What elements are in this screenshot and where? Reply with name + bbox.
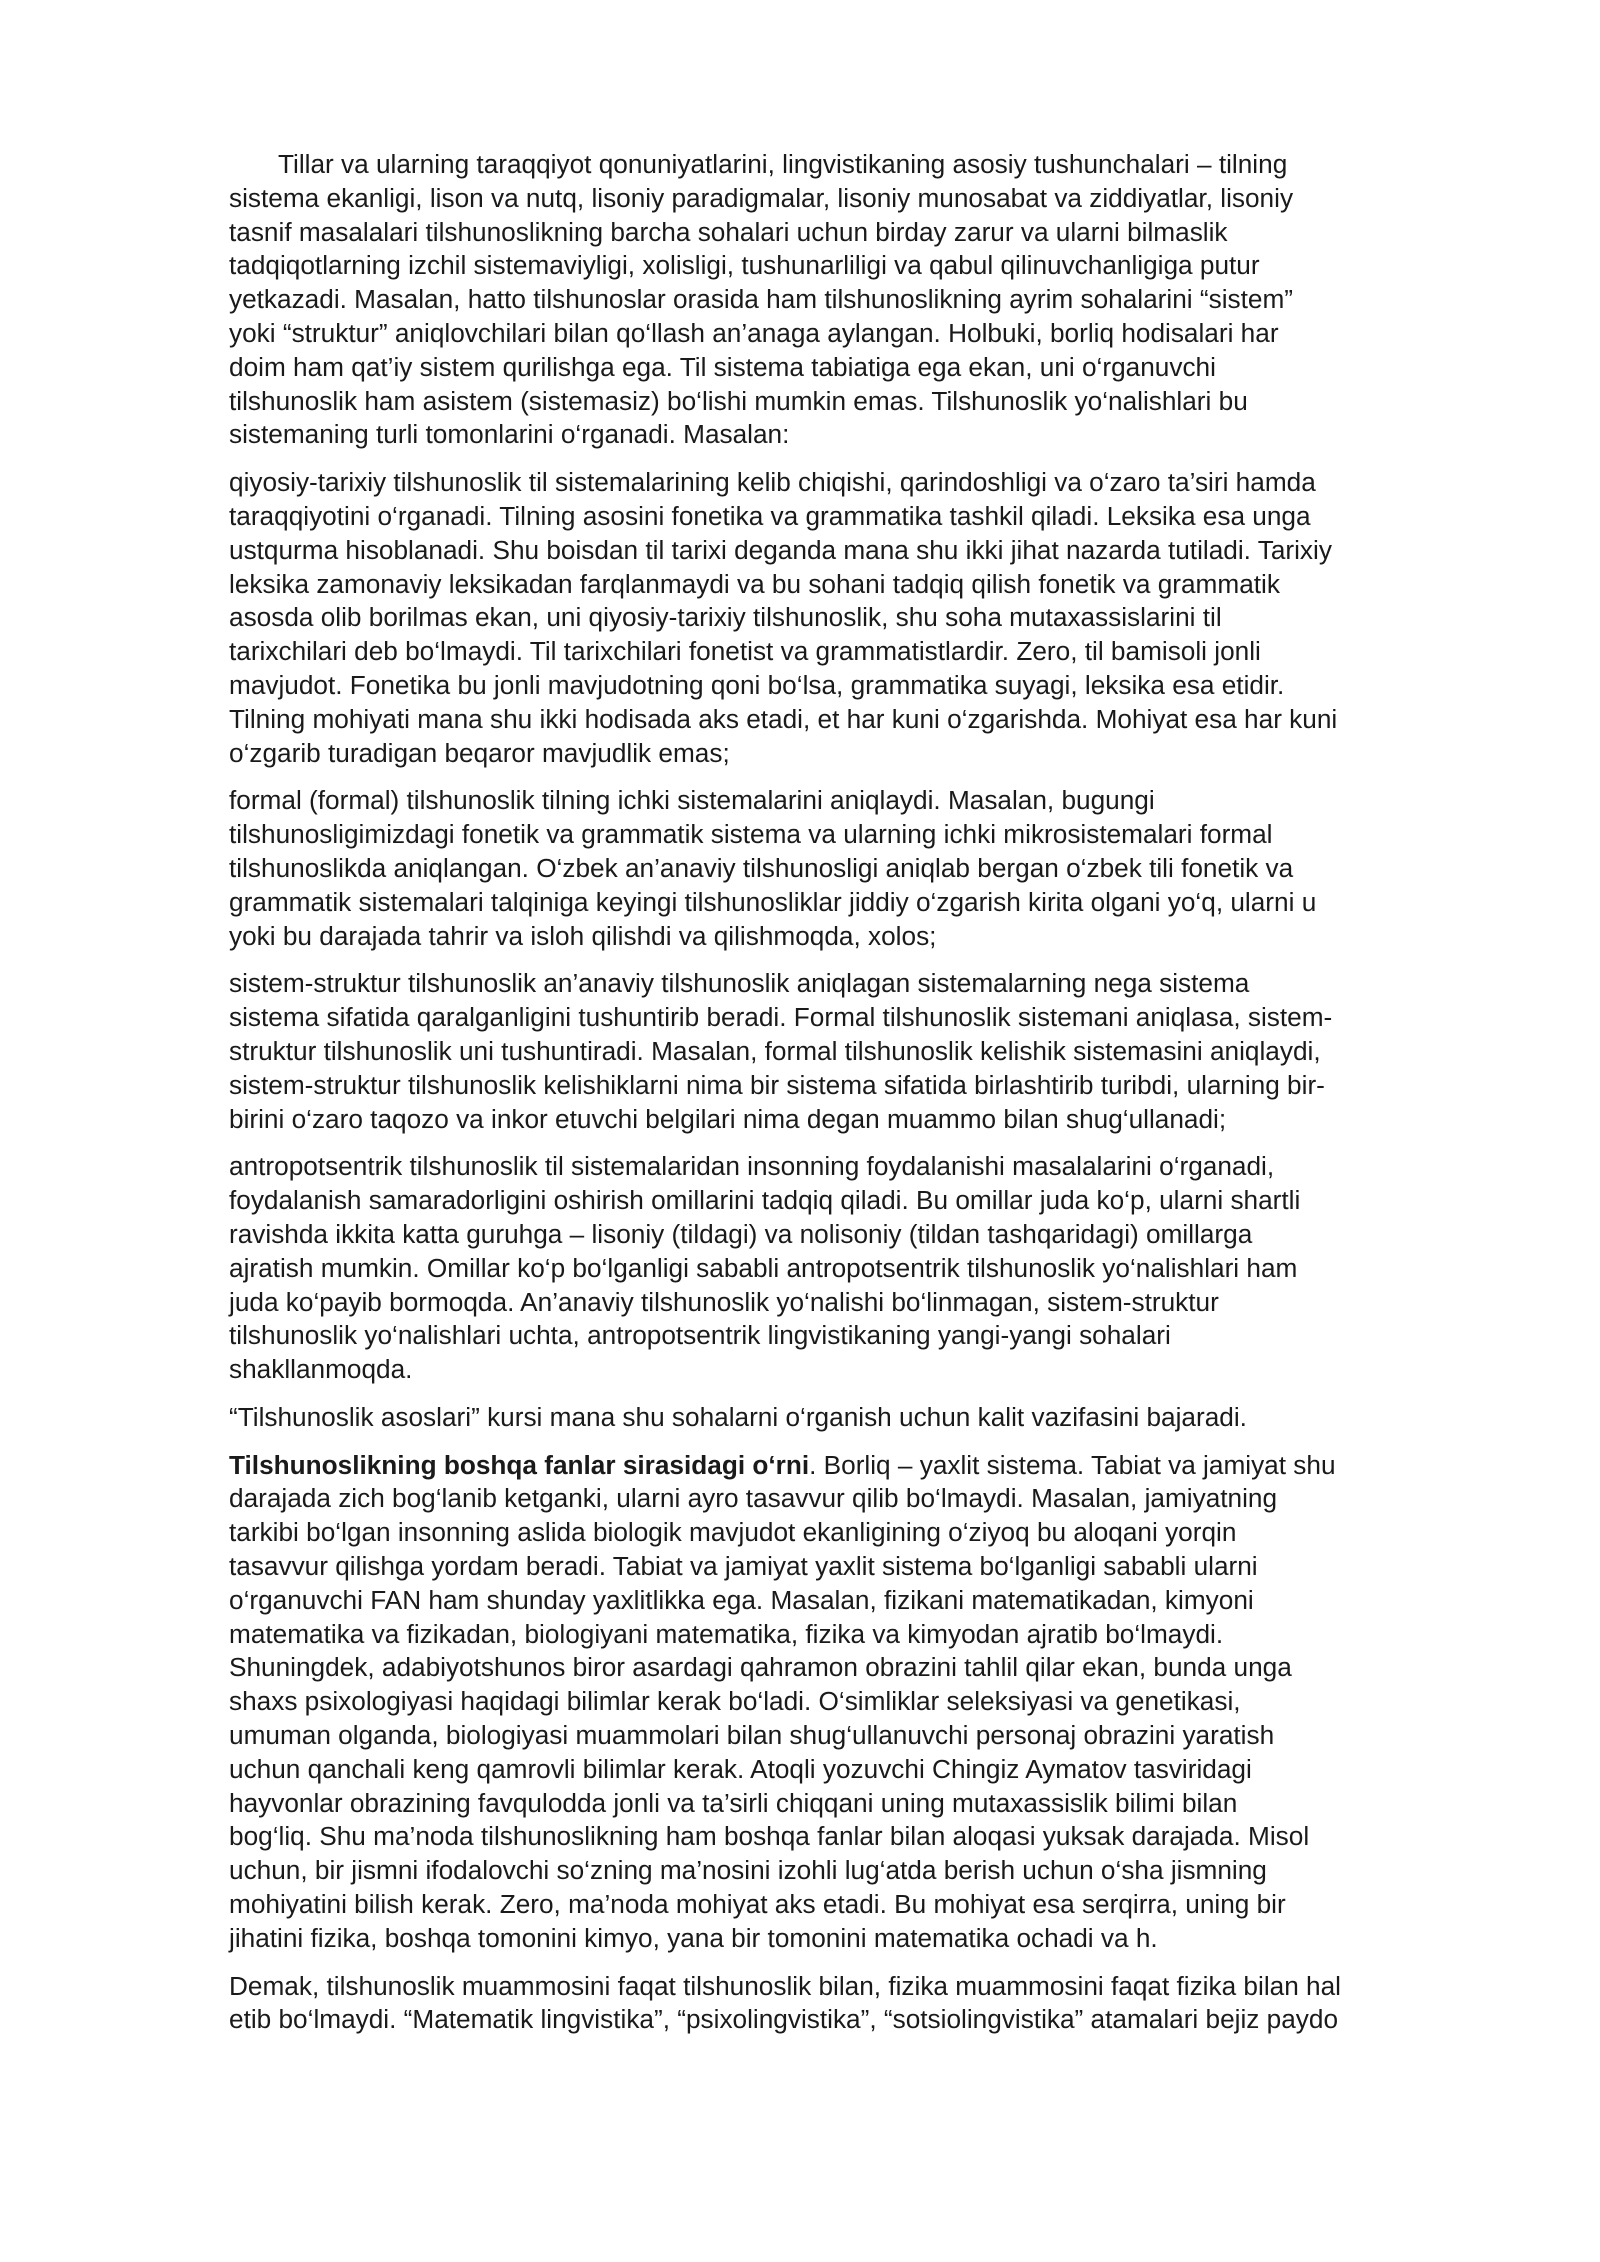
paragraph-intro: Tillar va ularning taraqqiyot qonuniyatlarini, lingvistikaning asosiy tushunchalari – tilning sistema ekanligi, lison va nutq, lisoniy paradigmalar, lisoniy munosabat va ziddiyatlar, lisoniy tasnif masalalari tilshunoslikning barcha sohalari uchun birday zarur va ularni bilmaslik tadqiqotlarning izchil sistemaviyligi, xolisligi, tushunarliligi va qabul qilinuvchanligiga putur yetkazadi. Masalan, hatto tilshunoslar orasida ham tilshunoslikning ayrim sohalarini “sistem” yoki “struktur” aniqlovchilari bilan qo‘llash an’anaga aylangan. Holbuki, borliq hodisalari har doim ham qat’iy sistem qurilishga ega. Til sistema tabiatiga ega ekan, uni o‘rganuvchi tilshunoslik ham asistem (sistemasiz) bo‘lishi mumkin emas. Tilshunoslik yo‘nalishlari bu sistemaning turli tomonlarini o‘rganadi. Masalan: bbox=[229, 149, 1294, 450]
paragraph-orni bbox=[229, 1449, 1489, 1956]
paragraph-sistem-struktur: sistem-struktur tilshunoslik an’anaviy tilshunoslik aniqlagan sistemalarning nega sistema sistema sifatida qaralganligini tushuntirib beradi. Formal tilshunoslik sistemani aniqlasa, sistem- struktur tilshunoslik uni tushuntiradi. Masalan, formal tilshunoslik kelishik sistemasini aniqlaydi, sistem-struktur tilshunoslik kelishiklarni nima bir sistema sifatida birlashtirib turibdi, ularning bir- birini o‘zaro taqozo va inkor etuvchi belgilari nima degan muammo bilan shug‘ullanadi; bbox=[229, 968, 1333, 1134]
paragraph-kurs: “Tilshunoslik asoslari” kursi mana shu sohalarni o‘rganish uchun kalit vazifasini bajaradi. bbox=[229, 1401, 1247, 1432]
document-body bbox=[229, 148, 1489, 2051]
paragraph-formal: formal (formal) tilshunoslik tilning ichki sistemalarini aniqlaydi. Masalan, bugungi tilshunosligimizdagi fonetik va grammatik sistema va ularning ichki mikrosistemalari formal tilshunoslikda aniqlangan. O‘zbek an’anaviy tilshunosligi aniqlab bergan o‘zbek tili fonetik va grammatik sistemalari talqiniga keyingi tilshunosliklar jiddiy o‘zgarish kirita olgani yo‘q, ularni u yoki bu darajada tahrir va isloh qilishdi va qilishmoqda, xolos; bbox=[229, 785, 1317, 951]
paragraph-antropotsentrik: antropotsentrik tilshunoslik til sistemalaridan insonning foydalanishi masalalarini o‘rganadi, foydalanish samaradorligini oshirish omillarini tadqiq qiladi. Bu omillar juda ko‘p, ularni shartli ravishda ikkita katta guruhga – lisoniy (tildagi) va nolisoniy (tildan tashqaridagi) omillarga ajratish mumkin. Omillar ko‘p bo‘lganligi sababli antropotsentrik tilshunoslik yo‘nalishlari ham juda ko‘payib bormoqda. An’anaviy tilshunoslik yo‘nalishi bo‘linmagan, sistem-struktur tilshunoslik yo‘nalishlari uchta, antropotsentrik lingvistikaning yangi-yangi sohalari shakllanmoqda. bbox=[229, 1151, 1301, 1385]
paragraph-demak: Demak, tilshunoslik muammosini faqat tilshunoslik bilan, fizika muammosini faqat fizika bilan hal etib bo‘lmaydi. “Matematik lingvistika”, “psixolingvistika”, “sotsiolingvistika” atamalari bejiz paydo bbox=[229, 1970, 1341, 2035]
paragraph-qiyosiy-tarixiy: qiyosiy-tarixiy tilshunoslik til sistemalarining kelib chiqishi, qarindoshligi va o‘zaro ta’siri hamda taraqqiyotini o‘rganadi. Tilning asosini fonetika va grammatika tashkil qiladi. Leksika esa unga ustqurma hisoblanadi. Shu boisdan til tarixi deganda mana shu ikki jihat nazarda tutiladi. Tarixiy leksika zamonaviy leksikadan farqlanmaydi va bu sohani tadqiq qilish fonetik va grammatik asosda olib borilmas ekan, uni qiyosiy-tarixiy tilshunoslik, shu soha mutaxassislarini til tarixchilari deb bo‘lmaydi. Til tarixchilari fonetist va grammatistlardir. Zero, til bamisoli jonli mavjudot. Fonetika bu jonli mavjudotning qoni bo‘lsa, grammatika suyagi, leksika esa etidir. Tilning mohiyati mana shu ikki hodisada aks etadi, et har kuni o‘zgarishda. Mohiyat esa har kuni o‘zgarib turadigan beqaror mavjudlik emas; bbox=[229, 467, 1338, 768]
section-heading: Tilshunoslikning boshqa fanlar sirasidagi o‘rni bbox=[229, 1449, 810, 1480]
paragraph-orni-text: . Borliq – yaxlit sistema. Tabiat va jamiyat shu darajada zich bog‘lanib ketganki, ularni ayro tasavvur qilib bo‘lmaydi. Masalan, jamiyatning tarkibi bo‘lgan insonning aslida biologik mavjudot ekanligining o‘ziyoq bu aloqani yorqin tasavvur qilishga yordam beradi. Tabiat va jamiyat yaxlit sistema bo‘lganligi sababli ularni o‘rganuvchi FAN ham shunday yaxlitlikka ega. Masalan, fizikani matematikadan, kimyoni matematika va fizikadan, biologiyani matematika, fizika va kimyodan ajratib bo‘lmaydi. Shuningdek, adabiyotshunos biror asardagi qahramon obrazini tahlil qilar ekan, bunda unga shaxs psixologiyasi haqidagi bilimlar kerak bo‘ladi. O‘simliklar seleksiyasi va genetikasi, umuman olganda, biologiyasi muammolari bilan shug‘ullanuvchi personaj obrazini yaratish uchun qanchali keng qamrovli bilimlar kerak. Atoqli yozuvchi Chingiz Aymatov tasviridagi hayvonlar obrazining favqulodda jonli va ta’sirli chiqqani uning mutaxassislik bilimi bilan bog‘liq. Shu ma’noda tilshunoslikning ham boshqa fanlar bilan aloqasi yuksak darajada. Misol uchun, bir jismni ifodalovchi so‘zning ma’nosini izohli lug‘atda berish uchun o‘sha jismning mohiyatini bilish kerak. Zero, ma’noda mohiyat aks etadi. Bu mohiyat esa serqirra, uning bir jihatini fizika, boshqa tomonini kimyo, yana bir tomonini matematika ochadi va h. bbox=[229, 1449, 1336, 1953]
